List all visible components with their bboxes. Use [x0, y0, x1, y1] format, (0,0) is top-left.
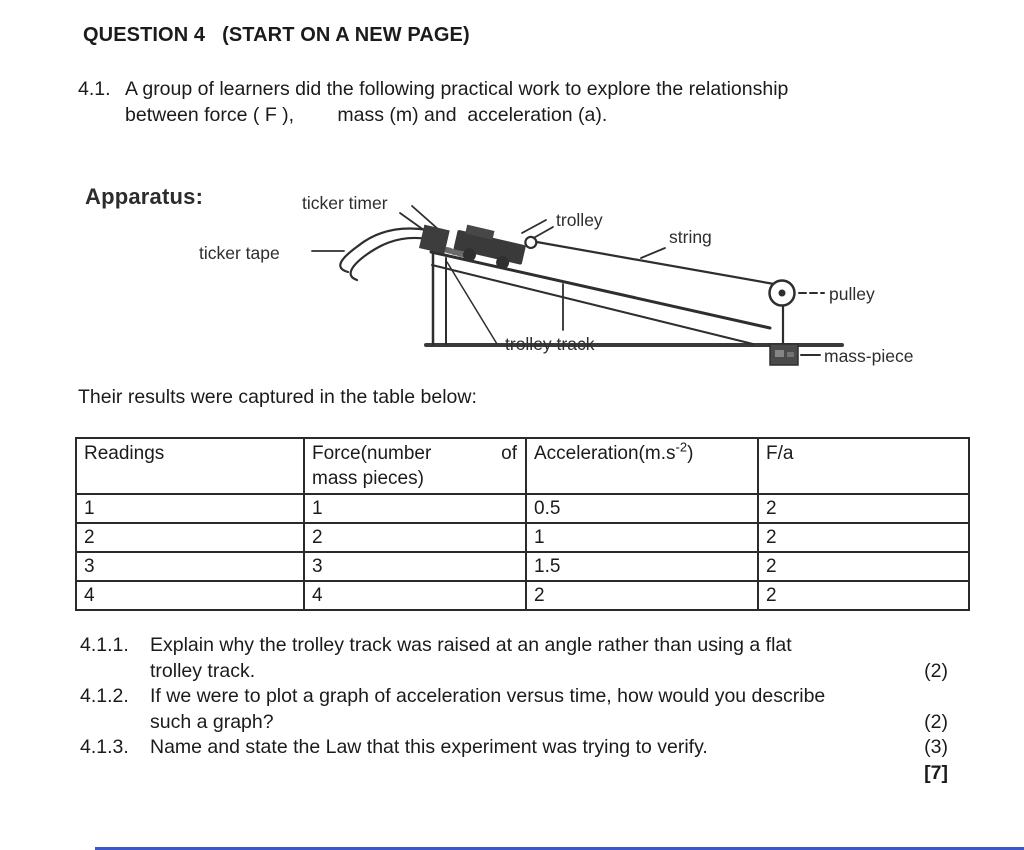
intro-line1: A group of learners did the following practical work to explore the relationship — [125, 78, 789, 100]
header-force-line2: mass pieces) — [312, 468, 424, 489]
total-marks-line — [80, 761, 948, 787]
header-acceleration-base: Acceleration(m.s — [534, 443, 676, 464]
mass-piece-highlight-2 — [787, 352, 794, 357]
question-number — [80, 659, 150, 685]
question-line — [80, 659, 948, 685]
intro-line2: between force ( F ), mass (m) and acceleration (a). — [125, 104, 608, 126]
table-row — [76, 581, 969, 610]
apparatus-diagram — [0, 180, 1024, 380]
ticker-tape-label: ticker tape — [199, 243, 280, 263]
pulley-axle — [779, 290, 786, 297]
question-line — [80, 684, 948, 710]
question-text: trolley track. — [150, 659, 256, 682]
table-row — [76, 523, 969, 552]
question-marks: (2) — [924, 659, 948, 682]
cell-f-over-a: 2 — [758, 552, 969, 581]
mass-piece-highlight — [775, 350, 784, 357]
ticker-timer-shape — [419, 225, 450, 254]
cell-force: 1 — [304, 494, 526, 523]
question-heading: QUESTION 4 (START ON A NEW PAGE) — [83, 24, 470, 46]
leader-string — [641, 248, 665, 258]
track-top-edge — [431, 252, 770, 328]
question-line — [80, 633, 948, 659]
question-line — [80, 710, 948, 736]
leader-trolley — [522, 220, 546, 233]
question-text: If we were to plot a graph of acceleration versus time, how would you describe — [150, 685, 826, 707]
question-number: 4.1.2. — [80, 685, 129, 707]
header-acceleration-sup: -2 — [675, 439, 688, 455]
trolley-label: trolley — [556, 210, 603, 230]
header-acceleration-close: ) — [687, 443, 694, 464]
cell-acceleration: 2 — [526, 581, 758, 610]
question-text — [150, 761, 924, 787]
question-line — [80, 735, 948, 761]
sub-questions — [80, 633, 948, 786]
table-header-row — [76, 438, 969, 494]
results-table — [75, 437, 970, 611]
question-text: such a graph? — [150, 710, 274, 733]
ticker-tape-shape-2 — [351, 238, 428, 280]
question-marks: (2) — [924, 710, 948, 733]
header-force-line1b: of — [501, 443, 517, 464]
header-readings: Readings — [76, 438, 304, 494]
question-number — [80, 761, 150, 787]
cell-reading: 4 — [76, 581, 304, 610]
cell-f-over-a: 2 — [758, 581, 969, 610]
cell-reading: 1 — [76, 494, 304, 523]
question-text: Explain why the trolley track was raised at an angle rather than using a flat — [150, 634, 792, 656]
cell-reading: 3 — [76, 552, 304, 581]
results-caption: Their results were captured in the table below: — [78, 386, 477, 408]
cell-force: 3 — [304, 552, 526, 581]
question-number: 4.1.3. — [80, 736, 129, 758]
intro-paragraph — [78, 76, 788, 128]
cell-force: 2 — [304, 523, 526, 552]
question-number: 4.1.1. — [80, 634, 129, 656]
cell-f-over-a: 2 — [758, 523, 969, 552]
header-acceleration — [526, 438, 758, 494]
string-label: string — [669, 227, 712, 247]
total-marks: [7] — [924, 761, 948, 784]
cell-acceleration: 1.5 — [526, 552, 758, 581]
pulley-label: pulley — [829, 284, 875, 304]
header-force-line1a: Force(number — [312, 443, 432, 464]
question-marks: (3) — [924, 736, 948, 758]
trolley-track-label: trolley track — [505, 334, 595, 354]
cell-acceleration: 1 — [526, 523, 758, 552]
cell-f-over-a: 2 — [758, 494, 969, 523]
mass-piece-label: mass-piece — [824, 346, 914, 366]
table-row — [76, 552, 969, 581]
apparatus-label: Apparatus: — [85, 184, 204, 209]
track-under-edge — [432, 265, 753, 344]
cell-acceleration: 0.5 — [526, 494, 758, 523]
ticker-timer-label: ticker timer — [302, 193, 388, 213]
cell-force: 4 — [304, 581, 526, 610]
header-force — [304, 438, 526, 494]
intro-number: 4.1. — [78, 78, 111, 100]
string-line — [531, 241, 774, 284]
table-row — [76, 494, 969, 523]
question-text: Name and state the Law that this experiment was trying to verify. — [150, 736, 708, 758]
question-number — [80, 710, 150, 736]
trolley-hook — [524, 236, 537, 249]
cell-reading: 2 — [76, 523, 304, 552]
header-f-over-a: F/a — [758, 438, 969, 494]
